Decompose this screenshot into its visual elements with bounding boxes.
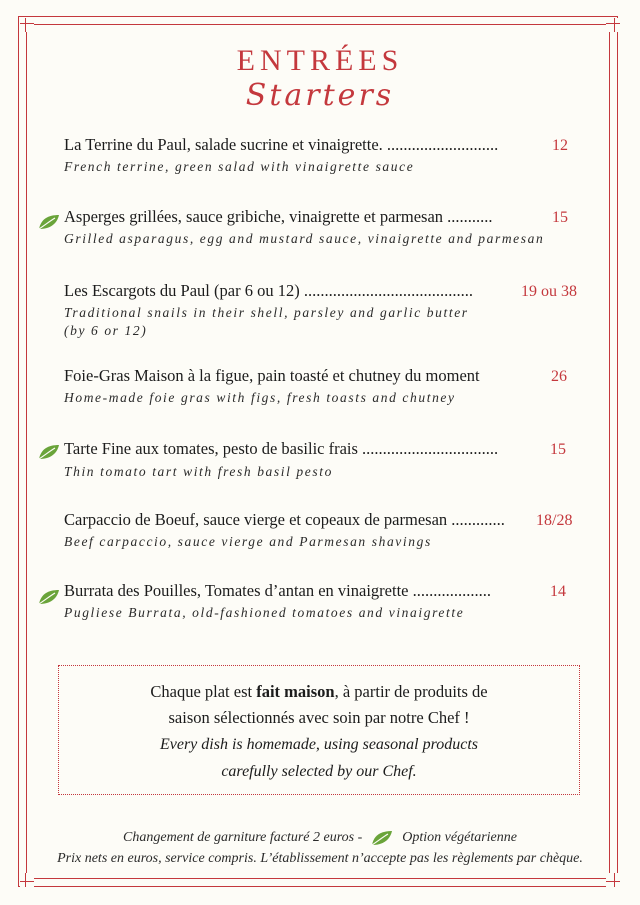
vegetarian-leaf-icon bbox=[37, 212, 61, 232]
item-english: Grilled asparagus, egg and mustard sauce, vinaigrette and parmesan bbox=[64, 231, 545, 246]
notice-english-line: carefully selected by our Chef. bbox=[221, 763, 417, 780]
notice-english bbox=[59, 731, 579, 785]
corner-ornament-top-left bbox=[20, 18, 34, 32]
item-english: French terrine, green salad with vinaigrette sauce bbox=[64, 159, 415, 174]
vegetarian-legend: Option végétarienne bbox=[402, 830, 517, 845]
item-name: Tarte Fine aux tomates, pesto de basilic frais ................................. bbox=[64, 439, 499, 458]
item-name: La Terrine du Paul, salade sucrine et vinaigrette. ........................... bbox=[64, 135, 499, 154]
notice-french bbox=[59, 679, 579, 731]
vegetarian-leaf-icon bbox=[37, 442, 61, 462]
menu-item bbox=[64, 207, 604, 247]
notice-text: Chaque plat est bbox=[150, 682, 257, 701]
item-name: Asperges grillées, sauce gribiche, vinaigrette et parmesan ........... bbox=[64, 207, 493, 226]
item-price: 26 bbox=[551, 368, 567, 385]
menu-item bbox=[64, 135, 604, 175]
item-english: Thin tomato tart with fresh basil pesto bbox=[64, 464, 333, 479]
corner-ornament-bottom-left bbox=[20, 873, 34, 887]
item-english: Traditional snails in their shell, parsley and garlic butter bbox=[64, 305, 469, 320]
item-price: 15 bbox=[552, 209, 568, 226]
footer-garnish-line bbox=[0, 827, 640, 849]
item-name: Carpaccio de Boeuf, sauce vierge et copeaux de parmesan ............. bbox=[64, 510, 505, 529]
menu-item bbox=[64, 281, 604, 339]
item-english: Beef carpaccio, sauce vierge and Parmesan shavings bbox=[64, 534, 432, 549]
item-price: 12 bbox=[552, 137, 568, 154]
menu-item bbox=[64, 366, 604, 406]
item-name: Les Escargots du Paul (par 6 ou 12) ......................................... bbox=[64, 281, 473, 300]
item-name: Foie-Gras Maison à la figue, pain toasté et chutney du moment bbox=[64, 366, 480, 385]
section-subtitle: Starters bbox=[245, 78, 395, 113]
notice-text: , à partir de produits de bbox=[334, 682, 488, 701]
item-price: 15 bbox=[550, 441, 566, 458]
menu-item bbox=[64, 581, 604, 621]
item-name: Burrata des Pouilles, Tomates d’antan en vinaigrette ................... bbox=[64, 581, 491, 600]
homemade-notice bbox=[58, 665, 580, 795]
item-english: Home-made foie gras with figs, fresh toasts and chutney bbox=[64, 390, 456, 405]
notice-english-line: Every dish is homemade, using seasonal products bbox=[159, 736, 479, 753]
item-price: 18/28 bbox=[536, 512, 573, 529]
menu-item bbox=[64, 510, 604, 550]
garnish-note: Changement de garniture facturé 2 euros - bbox=[123, 830, 363, 845]
menu-item bbox=[64, 439, 604, 480]
notice-text: saison sélectionnés avec soin par notre Chef ! bbox=[168, 708, 470, 727]
item-price: 14 bbox=[550, 583, 566, 600]
item-english-line2: (by 6 or 12) bbox=[64, 323, 148, 338]
footer-prices-note: Prix nets en euros, service compris. L’établissement n’accepte pas les règlements par chèque. bbox=[57, 851, 583, 866]
notice-bold-text: fait maison bbox=[256, 682, 335, 701]
section-title: ENTRÉES bbox=[236, 44, 404, 77]
vegetarian-leaf-icon bbox=[37, 587, 61, 607]
vegetarian-leaf-icon bbox=[370, 828, 394, 848]
corner-ornament-top-right bbox=[606, 18, 620, 32]
item-price: 19 ou 38 bbox=[521, 283, 577, 300]
corner-ornament-bottom-right bbox=[606, 873, 620, 887]
item-english: Pugliese Burrata, old-fashioned tomatoes and vinaigrette bbox=[64, 605, 465, 620]
